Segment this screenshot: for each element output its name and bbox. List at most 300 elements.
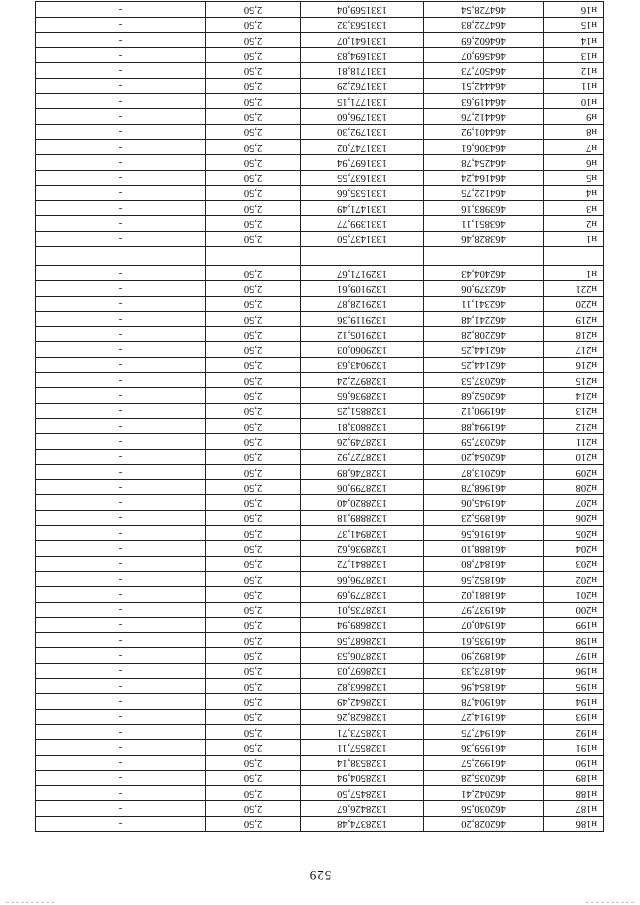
accuracy-cell: 2,50	[206, 724, 301, 739]
table-row	[36, 109, 604, 124]
x-coordinate-cell: 463983,16	[424, 201, 544, 216]
point-id-cell: н14	[544, 32, 604, 47]
accuracy-cell: 2,50	[206, 48, 301, 63]
point-id-cell	[544, 247, 604, 266]
y-coordinate-cell: 1331535,66	[301, 185, 424, 200]
accuracy-cell: 2,50	[206, 231, 301, 246]
y-coordinate-cell: 1328841,72	[301, 556, 424, 571]
y-coordinate-cell: 1331694,83	[301, 48, 424, 63]
point-id-cell: н196	[544, 663, 604, 678]
table-row	[36, 48, 604, 63]
x-coordinate-cell: 461916,56	[424, 526, 544, 541]
accuracy-cell: 2,50	[206, 311, 301, 326]
accuracy-cell: 2,50	[206, 17, 301, 32]
y-coordinate-cell: 1331399,77	[301, 216, 424, 231]
table-row	[36, 139, 604, 154]
x-coordinate-cell: 464442,51	[424, 78, 544, 93]
note-cell: -	[36, 266, 206, 281]
point-id-cell: н218	[544, 327, 604, 342]
note-cell: -	[36, 770, 206, 785]
point-id-cell: н12	[544, 63, 604, 78]
x-coordinate-cell: 462208,28	[424, 327, 544, 342]
accuracy-cell: 2,50	[206, 740, 301, 755]
coordinates-table-body	[36, 2, 604, 832]
x-coordinate-cell: 464602,69	[424, 32, 544, 47]
x-coordinate-cell: 461873,33	[424, 663, 544, 678]
x-coordinate-cell: 462379,06	[424, 281, 544, 296]
table-row	[36, 526, 604, 541]
accuracy-cell: 2,50	[206, 510, 301, 525]
note-cell: -	[36, 801, 206, 816]
accuracy-cell: 2,50	[206, 801, 301, 816]
y-coordinate-cell: 1328642,49	[301, 694, 424, 709]
point-id-cell: н15	[544, 17, 604, 32]
point-id-cell: н7	[544, 139, 604, 154]
x-coordinate-cell: 464419,63	[424, 94, 544, 109]
accuracy-cell: 2,50	[206, 587, 301, 602]
x-coordinate-cell: 463851,11	[424, 216, 544, 231]
note-cell: -	[36, 281, 206, 296]
y-coordinate-cell: 1331641,07	[301, 32, 424, 47]
x-coordinate-cell: 464164,24	[424, 170, 544, 185]
coordinates-table	[35, 1, 604, 832]
point-id-cell: н190	[544, 755, 604, 770]
y-coordinate-cell: 1331471,49	[301, 201, 424, 216]
x-coordinate-cell: 462013,87	[424, 464, 544, 479]
x-coordinate-cell: 462144,25	[424, 342, 544, 357]
y-coordinate-cell: 1328457,50	[301, 786, 424, 801]
note-cell: -	[36, 709, 206, 724]
accuracy-cell: 2,50	[206, 526, 301, 541]
point-id-cell: н216	[544, 357, 604, 372]
table-row	[36, 231, 604, 246]
y-coordinate-cell: 1329119,36	[301, 311, 424, 326]
y-coordinate-cell: 1328779,69	[301, 587, 424, 602]
point-id-cell: н208	[544, 480, 604, 495]
x-coordinate-cell: 462404,43	[424, 266, 544, 281]
point-id-cell: н211	[544, 434, 604, 449]
note-cell: -	[36, 32, 206, 47]
point-id-cell: н214	[544, 388, 604, 403]
table-row	[36, 770, 604, 785]
x-coordinate-cell: 461947,75	[424, 724, 544, 739]
point-id-cell: н195	[544, 679, 604, 694]
accuracy-cell: 2,50	[206, 342, 301, 357]
accuracy-cell: 2,50	[206, 94, 301, 109]
table-row	[36, 663, 604, 678]
point-id-cell: н4	[544, 185, 604, 200]
note-cell: -	[36, 201, 206, 216]
accuracy-cell: 2,50	[206, 663, 301, 678]
x-coordinate-cell: 464507,73	[424, 63, 544, 78]
note-cell: -	[36, 663, 206, 678]
y-coordinate-cell: 1331762,29	[301, 78, 424, 93]
note-cell: -	[36, 541, 206, 556]
y-coordinate-cell: 1331747,02	[301, 139, 424, 154]
table-row	[36, 587, 604, 602]
x-coordinate-cell: 461847,80	[424, 556, 544, 571]
accuracy-cell: 2,50	[206, 296, 301, 311]
accuracy-cell: 2,50	[206, 679, 301, 694]
point-id-cell: н197	[544, 648, 604, 663]
note-cell: -	[36, 816, 206, 831]
point-id-cell: н3	[544, 201, 604, 216]
y-coordinate-cell: 1328687,56	[301, 633, 424, 648]
y-coordinate-cell: 1328936,62	[301, 541, 424, 556]
table-row	[36, 801, 604, 816]
accuracy-cell: 2,50	[206, 32, 301, 47]
x-coordinate-cell: 462052,68	[424, 388, 544, 403]
table-row	[36, 296, 604, 311]
y-coordinate-cell: 1328557,11	[301, 740, 424, 755]
accuracy-cell: 2,50	[206, 495, 301, 510]
note-cell: -	[36, 296, 206, 311]
x-coordinate-cell: 464254,78	[424, 155, 544, 170]
table-row	[36, 571, 604, 586]
point-id-cell: н187	[544, 801, 604, 816]
accuracy-cell: 2,50	[206, 388, 301, 403]
y-coordinate-cell: 1331796,60	[301, 109, 424, 124]
table-row	[36, 740, 604, 755]
accuracy-cell: 2,50	[206, 266, 301, 281]
point-id-cell: н10	[544, 94, 604, 109]
point-id-cell: н1	[544, 266, 604, 281]
y-coordinate-cell	[301, 247, 424, 266]
note-cell: -	[36, 694, 206, 709]
y-coordinate-cell: 1331437,50	[301, 231, 424, 246]
table-row	[36, 418, 604, 433]
x-coordinate-cell: 461904,78	[424, 694, 544, 709]
accuracy-cell: 2,50	[206, 124, 301, 139]
x-coordinate-cell: 461895,23	[424, 510, 544, 525]
x-coordinate-cell: 462144,25	[424, 357, 544, 372]
y-coordinate-cell: 1328941,37	[301, 526, 424, 541]
table-row	[36, 541, 604, 556]
note-cell: -	[36, 216, 206, 231]
y-coordinate-cell: 1329171,67	[301, 266, 424, 281]
note-cell: -	[36, 139, 206, 154]
note-cell: -	[36, 109, 206, 124]
accuracy-cell: 2,50	[206, 281, 301, 296]
y-coordinate-cell: 1329109,61	[301, 281, 424, 296]
point-id-cell: н198	[544, 633, 604, 648]
y-coordinate-cell: 1328689,94	[301, 617, 424, 632]
note-cell: -	[36, 170, 206, 185]
table-row	[36, 694, 604, 709]
x-coordinate-cell: 461992,57	[424, 755, 544, 770]
x-coordinate-cell: 461994,88	[424, 418, 544, 433]
point-id-cell: н220	[544, 296, 604, 311]
table-row	[36, 17, 604, 32]
note-cell: -	[36, 480, 206, 495]
table-row	[36, 602, 604, 617]
note-cell: -	[36, 617, 206, 632]
point-id-cell: н202	[544, 571, 604, 586]
note-cell: -	[36, 373, 206, 388]
table-row	[36, 373, 604, 388]
note-cell: -	[36, 124, 206, 139]
y-coordinate-cell: 1328972,24	[301, 373, 424, 388]
point-id-cell: н199	[544, 617, 604, 632]
note-cell	[36, 247, 206, 266]
y-coordinate-cell: 1331771,15	[301, 94, 424, 109]
accuracy-cell: 2,50	[206, 373, 301, 388]
note-cell: -	[36, 418, 206, 433]
table-row	[36, 388, 604, 403]
table-row	[36, 495, 604, 510]
accuracy-cell: 2,50	[206, 464, 301, 479]
accuracy-cell: 2,50	[206, 155, 301, 170]
point-id-cell: н205	[544, 526, 604, 541]
point-id-cell: н16	[544, 2, 604, 17]
note-cell: -	[36, 510, 206, 525]
table-row	[36, 633, 604, 648]
table-row	[36, 327, 604, 342]
point-id-cell: н194	[544, 694, 604, 709]
point-id-cell: н210	[544, 449, 604, 464]
note-cell: -	[36, 388, 206, 403]
note-cell: -	[36, 648, 206, 663]
table-row	[36, 403, 604, 418]
note-cell: -	[36, 449, 206, 464]
note-cell: -	[36, 633, 206, 648]
y-coordinate-cell: 1328796,66	[301, 571, 424, 586]
accuracy-cell: 2,50	[206, 633, 301, 648]
table-row	[36, 94, 604, 109]
y-coordinate-cell: 1328628,26	[301, 709, 424, 724]
table-row	[36, 755, 604, 770]
table-row	[36, 2, 604, 17]
scan-edge-dash-right	[6, 902, 54, 903]
x-coordinate-cell: 461935,61	[424, 633, 544, 648]
table-row	[36, 32, 604, 47]
point-id-cell: н221	[544, 281, 604, 296]
note-cell: -	[36, 724, 206, 739]
x-coordinate-cell: 464722,83	[424, 17, 544, 32]
table-row	[36, 63, 604, 78]
accuracy-cell: 2,50	[206, 694, 301, 709]
point-id-cell: н191	[544, 740, 604, 755]
x-coordinate-cell: 462030,56	[424, 801, 544, 816]
table-row	[36, 449, 604, 464]
y-coordinate-cell: 1331563,32	[301, 17, 424, 32]
table-row	[36, 724, 604, 739]
accuracy-cell: 2,50	[206, 434, 301, 449]
note-cell: -	[36, 63, 206, 78]
accuracy-cell: 2,50	[206, 556, 301, 571]
table-row	[36, 556, 604, 571]
y-coordinate-cell: 1328426,67	[301, 801, 424, 816]
accuracy-cell: 2,50	[206, 541, 301, 556]
point-id-cell: н189	[544, 770, 604, 785]
accuracy-cell: 2,50	[206, 617, 301, 632]
note-cell: -	[36, 327, 206, 342]
x-coordinate-cell: 464401,92	[424, 124, 544, 139]
note-cell: -	[36, 17, 206, 32]
accuracy-cell: 2,50	[206, 418, 301, 433]
point-id-cell: н2	[544, 216, 604, 231]
note-cell: -	[36, 786, 206, 801]
accuracy-cell: 2,50	[206, 786, 301, 801]
point-id-cell: н6	[544, 155, 604, 170]
table-row	[36, 480, 604, 495]
table-row	[36, 216, 604, 231]
point-id-cell: н213	[544, 403, 604, 418]
point-id-cell: н201	[544, 587, 604, 602]
accuracy-cell: 2,50	[206, 327, 301, 342]
point-id-cell: н8	[544, 124, 604, 139]
point-id-cell: н192	[544, 724, 604, 739]
point-id-cell: н203	[544, 556, 604, 571]
accuracy-cell: 2,50	[206, 755, 301, 770]
accuracy-cell: 2,50	[206, 216, 301, 231]
x-coordinate-cell: 461937,97	[424, 602, 544, 617]
x-coordinate-cell: 461968,78	[424, 480, 544, 495]
table-row	[36, 281, 604, 296]
note-cell: -	[36, 587, 206, 602]
note-cell: -	[36, 357, 206, 372]
note-cell: -	[36, 403, 206, 418]
x-coordinate-cell: 462035,28	[424, 770, 544, 785]
note-cell: -	[36, 556, 206, 571]
accuracy-cell: 2,50	[206, 403, 301, 418]
point-id-cell: н188	[544, 786, 604, 801]
table-row	[36, 155, 604, 170]
y-coordinate-cell: 1328799,06	[301, 480, 424, 495]
y-coordinate-cell: 1328936,65	[301, 388, 424, 403]
note-cell: -	[36, 602, 206, 617]
x-coordinate-cell: 463828,46	[424, 231, 544, 246]
accuracy-cell: 2,50	[206, 109, 301, 124]
y-coordinate-cell: 1328374,48	[301, 816, 424, 831]
point-id-cell: н207	[544, 495, 604, 510]
table-row	[36, 464, 604, 479]
accuracy-cell: 2,50	[206, 480, 301, 495]
note-cell: -	[36, 495, 206, 510]
accuracy-cell: 2,50	[206, 2, 301, 17]
note-cell: -	[36, 464, 206, 479]
table-row	[36, 434, 604, 449]
table-row	[36, 170, 604, 185]
note-cell: -	[36, 571, 206, 586]
x-coordinate-cell: 464412,76	[424, 109, 544, 124]
x-coordinate-cell: 464728,54	[424, 2, 544, 17]
y-coordinate-cell: 1331637,55	[301, 170, 424, 185]
point-id-cell: н204	[544, 541, 604, 556]
point-id-cell: н215	[544, 373, 604, 388]
y-coordinate-cell: 1331569,04	[301, 2, 424, 17]
note-cell: -	[36, 155, 206, 170]
accuracy-cell: 2,50	[206, 816, 301, 831]
point-id-cell: н212	[544, 418, 604, 433]
point-id-cell: н200	[544, 602, 604, 617]
table-row	[36, 185, 604, 200]
accuracy-cell: 2,50	[206, 201, 301, 216]
point-id-cell: н5	[544, 170, 604, 185]
note-cell: -	[36, 755, 206, 770]
point-id-cell: н206	[544, 510, 604, 525]
accuracy-cell: 2,50	[206, 78, 301, 93]
y-coordinate-cell: 1331718,81	[301, 63, 424, 78]
x-coordinate-cell: 462241,48	[424, 311, 544, 326]
note-cell: -	[36, 342, 206, 357]
accuracy-cell: 2,50	[206, 648, 301, 663]
y-coordinate-cell: 1328727,92	[301, 449, 424, 464]
x-coordinate-cell: 464122,75	[424, 185, 544, 200]
table-row	[36, 709, 604, 724]
note-cell: -	[36, 78, 206, 93]
note-cell: -	[36, 2, 206, 17]
accuracy-cell: 2,50	[206, 170, 301, 185]
table-row	[36, 510, 604, 525]
table-row	[36, 342, 604, 357]
point-id-cell: н13	[544, 48, 604, 63]
note-cell: -	[36, 94, 206, 109]
note-cell: -	[36, 434, 206, 449]
y-coordinate-cell: 1328820,40	[301, 495, 424, 510]
table-row	[36, 679, 604, 694]
table-row	[36, 786, 604, 801]
point-id-cell: н11	[544, 78, 604, 93]
y-coordinate-cell: 1328538,14	[301, 755, 424, 770]
table-row	[36, 617, 604, 632]
x-coordinate-cell: 461892,90	[424, 648, 544, 663]
accuracy-cell: 2,50	[206, 63, 301, 78]
x-coordinate-cell: 461852,56	[424, 571, 544, 586]
y-coordinate-cell: 1328749,26	[301, 434, 424, 449]
table-row	[36, 311, 604, 326]
y-coordinate-cell: 1328697,03	[301, 663, 424, 678]
point-id-cell: н219	[544, 311, 604, 326]
table-row	[36, 201, 604, 216]
y-coordinate-cell: 1328706,53	[301, 648, 424, 663]
x-coordinate-cell: 462037,59	[424, 434, 544, 449]
note-cell: -	[36, 740, 206, 755]
table-row	[36, 266, 604, 281]
accuracy-cell: 2,50	[206, 139, 301, 154]
table-row	[36, 124, 604, 139]
point-id-cell: н209	[544, 464, 604, 479]
note-cell: -	[36, 185, 206, 200]
y-coordinate-cell: 1328663,82	[301, 679, 424, 694]
page-number: 529	[308, 868, 332, 883]
point-id-cell: н193	[544, 709, 604, 724]
accuracy-cell: 2,50	[206, 185, 301, 200]
note-cell: -	[36, 231, 206, 246]
scan-edge-dash-left	[586, 902, 634, 903]
x-coordinate-cell: 462028,20	[424, 816, 544, 831]
accuracy-cell: 2,50	[206, 770, 301, 785]
y-coordinate-cell: 1328746,89	[301, 464, 424, 479]
x-coordinate-cell: 461959,36	[424, 740, 544, 755]
x-coordinate-cell: 461888,10	[424, 541, 544, 556]
y-coordinate-cell: 1328504,94	[301, 770, 424, 785]
point-id-cell: н186	[544, 816, 604, 831]
accuracy-cell: 2,50	[206, 709, 301, 724]
accuracy-cell: 2,50	[206, 449, 301, 464]
x-coordinate-cell: 461881,02	[424, 587, 544, 602]
note-cell: -	[36, 48, 206, 63]
y-coordinate-cell: 1331697,94	[301, 155, 424, 170]
x-coordinate-cell: 461945,06	[424, 495, 544, 510]
x-coordinate-cell: 461914,27	[424, 709, 544, 724]
y-coordinate-cell: 1328889,18	[301, 510, 424, 525]
accuracy-cell: 2,50	[206, 571, 301, 586]
y-coordinate-cell: 1331792,30	[301, 124, 424, 139]
accuracy-cell: 2,50	[206, 357, 301, 372]
note-cell: -	[36, 311, 206, 326]
table-row	[36, 816, 604, 831]
